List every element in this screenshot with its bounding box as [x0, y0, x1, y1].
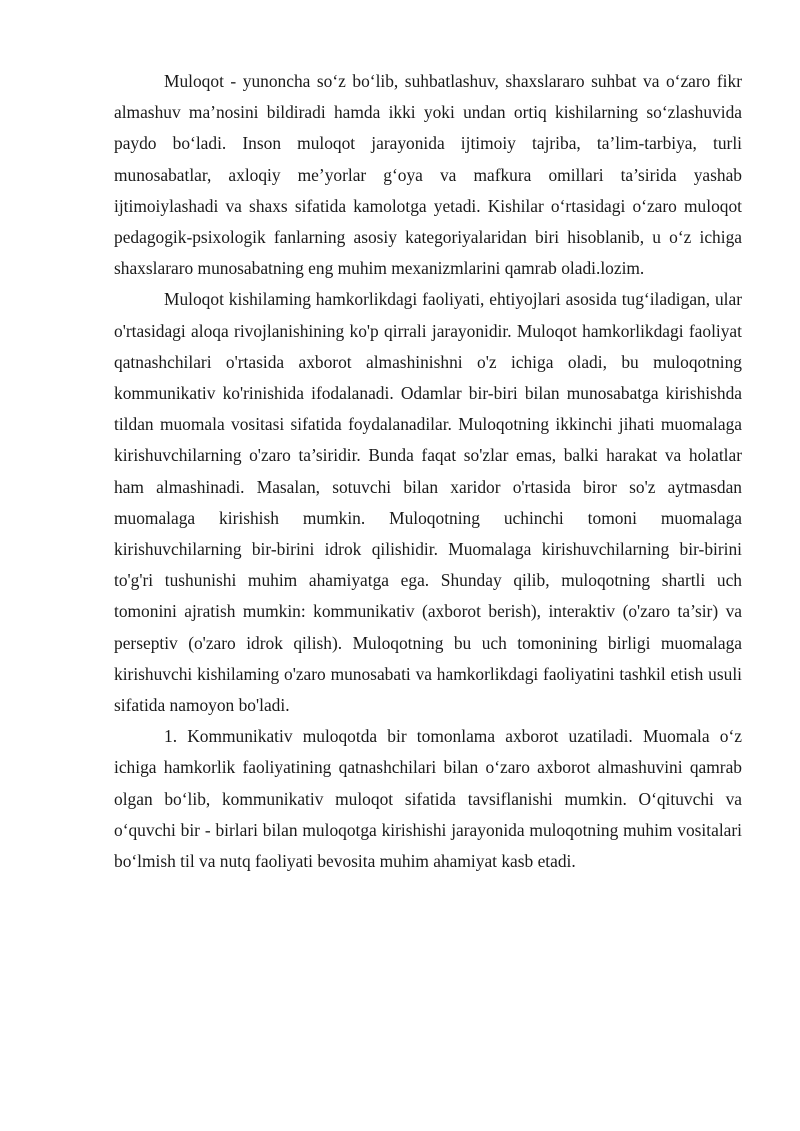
paragraph-2: Muloqot kishilaming hamkorlikdagi faoliyati, ehtiyojlari asosida tug‘iladigan, ular o'rtasidagi aloqa rivojlanishining ko'p qirrali jarayonidir. Muloqot hamkorlikdagi faoliyat qatnashchilari o'rtasida axborot almashinishni o'z ichiga oladi, bu muloqotning kommunikativ ko'rinishida ifodalanadi. Odamlar bir-biri bilan munosabatga kirishishda tildan muomala vositasi sifatida foydalanadilar. Muloqotning ikkinchi jihati muomalaga kirishuvchilarning o'zaro ta’siridir. Bunda faqat so'zlar emas, balki harakat va holatlar ham almashinadi. Masalan, sotuvchi bilan xaridor o'rtasida biror so'z aytmasdan muomalaga kirishish mumkin. Muloqotning uchinchi tomoni muomalaga kirishuvchilarning bir-birini idrok qilishidir. Muomalaga kirishuvchilarning bir-birini to'g'ri tushunishi muhim ahamiyatga ega. Shunday qilib, muloqotning shartli uch tomonini ajratish mumkin: kommunikativ (axborot berish), interaktiv (o'zaro ta’sir) va perseptiv (o'zaro idrok qilish). Muloqotning bu uch tomonining birligi muomalaga kirishuvchi kishilaming o'zaro munosabati va hamkorlikdagi faoliyatini tashkil etish usuli sifatida namoyon bo'ladi. — [114, 289, 742, 716]
paragraph-3: 1. Kommunikativ muloqotda bir tomonlama axborot uzatiladi. Muomala o‘z ichiga hamkorlik faoliyatining qatnashchilari bilan o‘zaro axborot almashuvini qamrab olgan bo‘lib, kommunikativ muloqot sifatida tavsiflanishi mumkin. O‘qituvchi va o‘quvchi bir - birlari bilan muloqotga kirishishi jarayonida muloqotning muhim vositalari bo‘lmish til va nutq faoliyati bevosita muhim ahamiyat kasb etadi. — [114, 726, 742, 872]
paragraph-1: Muloqot - yunoncha so‘z bo‘lib, suhbatlashuv, shaxslararo suhbat va o‘zaro fikr almashuv ma’nosini bildiradi hamda ikki yoki undan ortiq kishilarning so‘zlashuvida paydo bo‘ladi. Inson muloqot jarayonida ijtimoiy tajriba, ta’lim-tarbiya, turli munosabatlar, axloqiy me’yorlar g‘oya va mafkura omillari ta’sirida yashab ijtimoiylashadi va shaxs sifatida kamolotga yetadi. Kishilar o‘rtasidagi o‘zaro muloqot pedagogik-psixologik fanlarning asosiy kategoriyalaridan biri hisoblanib, u o‘z ichiga shaxslararo munosabatning eng muhim mexanizmlarini qamrab oladi.lozim. — [114, 71, 742, 279]
document-page — [114, 66, 742, 877]
